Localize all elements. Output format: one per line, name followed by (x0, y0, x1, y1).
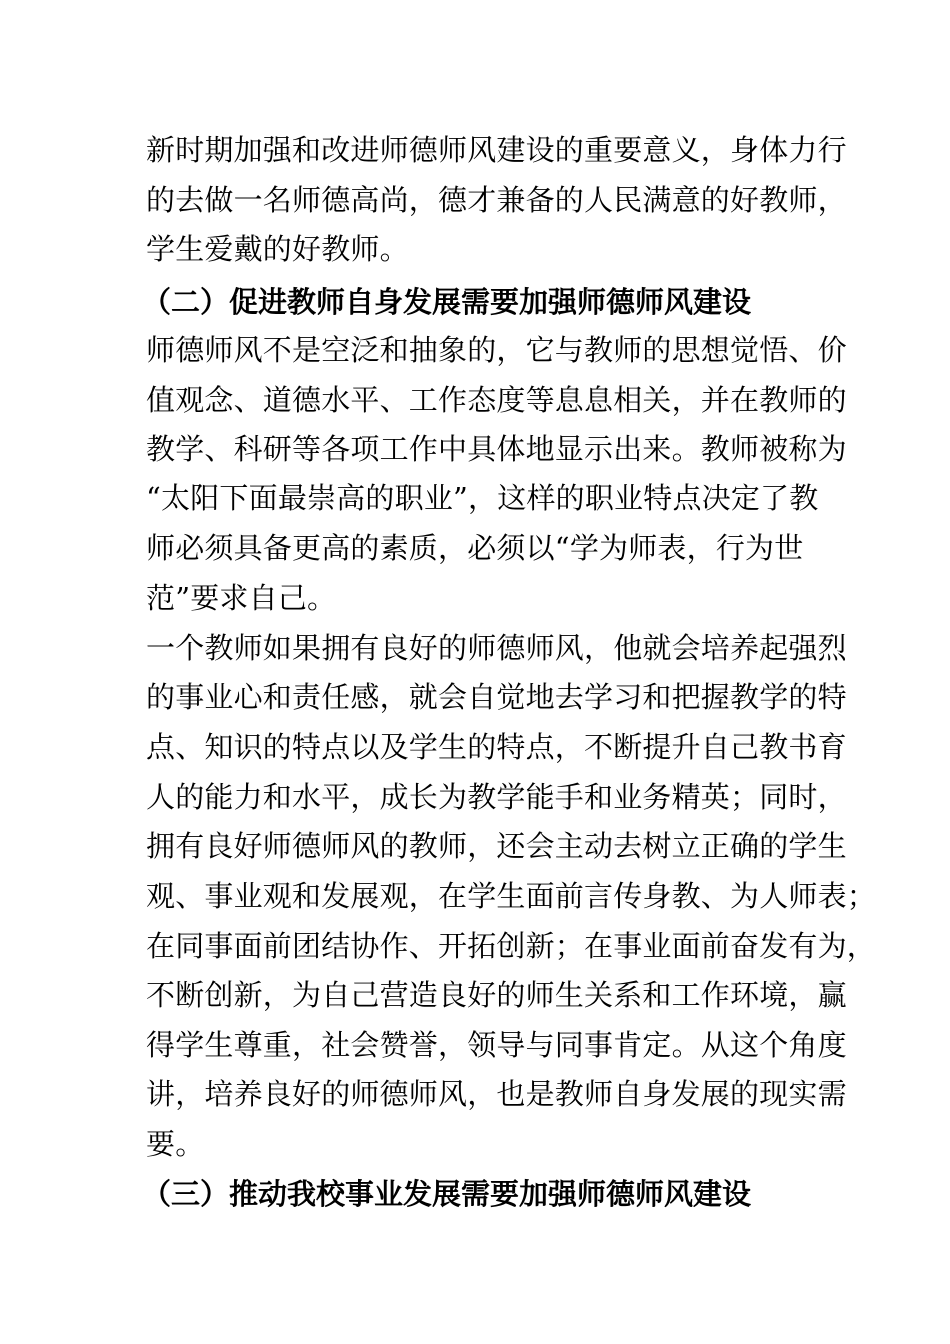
paragraph-3-line-4: 人的能力和水平，成长为教学能手和业务精英；同时， (146, 780, 847, 814)
paragraph-3-line-2: 的事业心和责任感，就会自觉地去学习和把握教学的特 (146, 680, 847, 714)
paragraph-1-line-2: 的去做一名师德高尚，德才兼备的人民满意的好教师， (146, 183, 847, 217)
section-heading-2: （二）促进教师自身发展需要加强师德师风建设 (142, 285, 752, 319)
paragraph-2-line-4: “太阳下面最崇高的职业”，这样的职业特点决定了教 (146, 481, 819, 515)
paragraph-3-line-7: 在同事面前团结协作、开拓创新；在事业面前奋发有为， (146, 929, 877, 963)
paragraph-3-line-9: 得学生尊重，社会赞誉，领导与同事肯定。从这个角度 (146, 1028, 847, 1062)
paragraph-3-line-6: 观、事业观和发展观，在学生面前言传身教、为人师表； (146, 879, 877, 913)
paragraph-2-line-2: 值观念、道德水平、工作态度等息息相关，并在教师的 (146, 383, 847, 417)
paragraph-1-line-1: 新时期加强和改进师德师风建设的重要意义，身体力行 (146, 133, 847, 167)
paragraph-2-line-1: 师德师风不是空泛和抽象的，它与教师的思想觉悟、价 (146, 333, 847, 367)
paragraph-3-line-5: 拥有良好师德师风的教师，还会主动去树立正确的学生 (146, 829, 847, 863)
paragraph-3-line-1: 一个教师如果拥有良好的师德师风，他就会培养起强烈 (146, 631, 847, 665)
paragraph-3-line-3: 点、知识的特点以及学生的特点，不断提升自己教书育 (146, 730, 847, 764)
paragraph-2-line-5: 师必须具备更高的素质，必须以“学为师表，行为世 (146, 531, 804, 565)
paragraph-2-line-6: 范”要求自己。 (146, 581, 337, 615)
paragraph-3-line-8: 不断创新，为自己营造良好的师生关系和工作环境，赢 (146, 978, 847, 1012)
paragraph-3-line-11: 要。 (146, 1127, 205, 1161)
paragraph-3-line-10: 讲，培养良好的师德师风，也是教师自身发展的现实需 (146, 1077, 847, 1111)
paragraph-2-line-3: 教学、科研等各项工作中具体地显示出来。教师被称为 (146, 432, 847, 466)
section-heading-3: （三）推动我校事业发展需要加强师德师风建设 (142, 1177, 752, 1211)
paragraph-1-line-3: 学生爱戴的好教师。 (146, 232, 409, 266)
